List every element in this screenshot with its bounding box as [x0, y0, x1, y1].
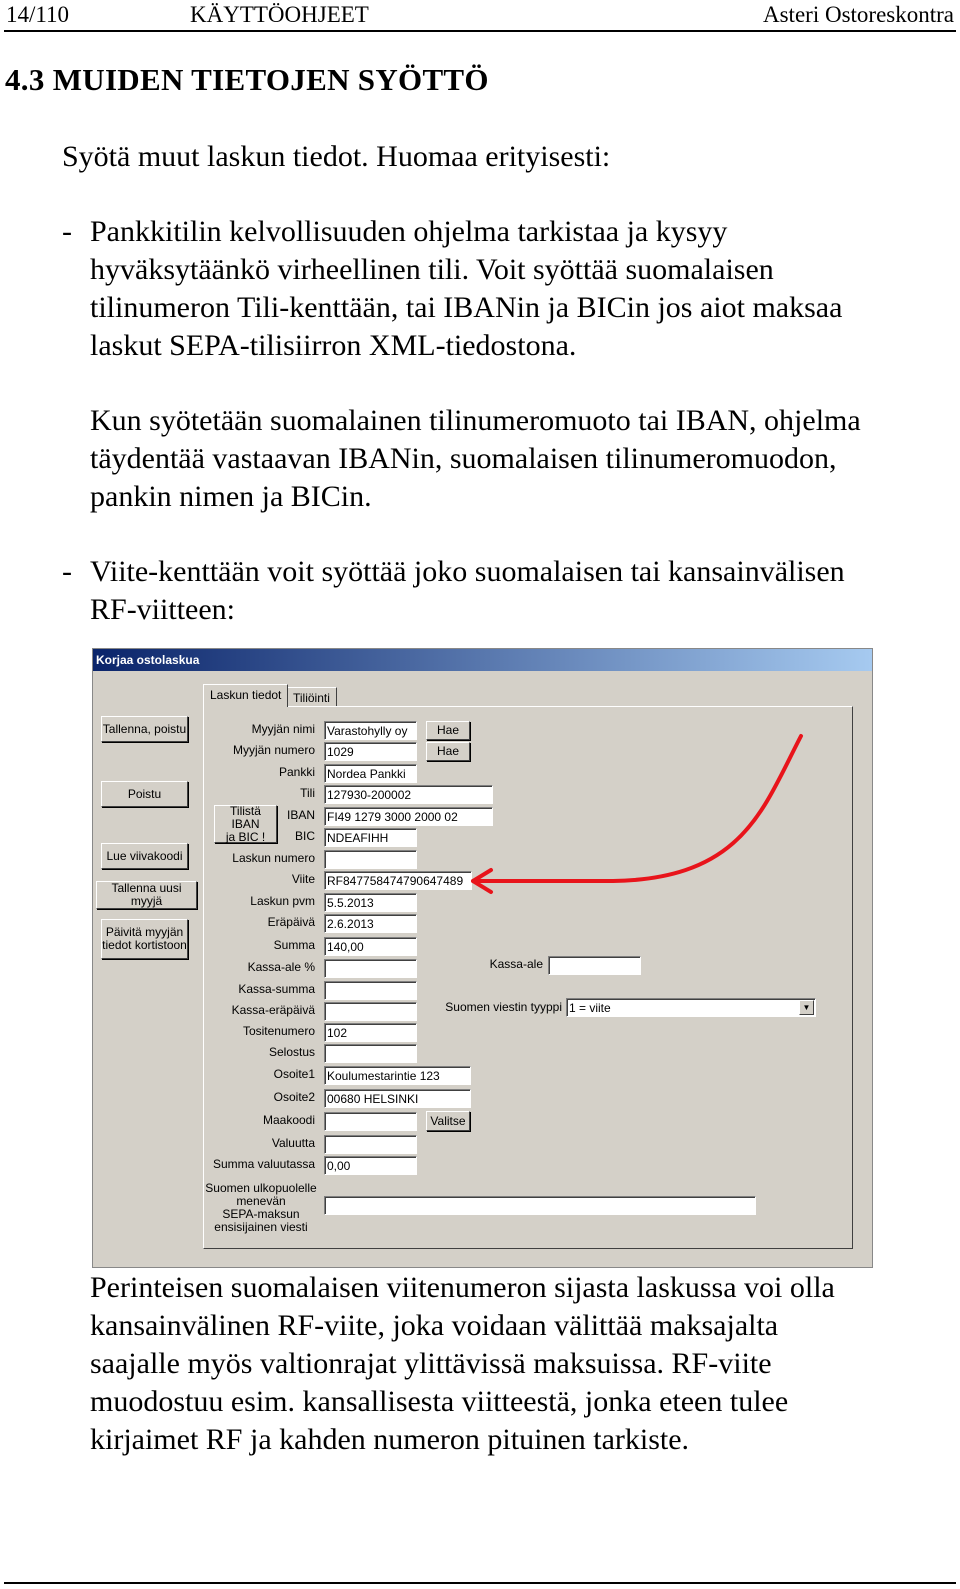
text-line: täydentää vastaavan IBANin, suomalaisen tilinumeromuodon, — [90, 442, 837, 475]
label-cash-discount-pct: Kassa-ale % — [247, 960, 315, 974]
document-title: KÄYTTÖOHJEET — [190, 2, 369, 27]
bic-field[interactable]: NDEAFIHH — [324, 828, 417, 847]
iban-from-account-button[interactable]: Tilistä IBAN ja BIC ! — [214, 805, 277, 843]
invoice-date-field[interactable]: 5.5.2013 — [324, 893, 417, 912]
label-vendor-number: Myyjän numero — [232, 743, 315, 757]
bullet1-text — [90, 213, 842, 365]
label-account: Tili — [300, 786, 315, 800]
footer-rule — [4, 1582, 956, 1584]
text-line: kirjaimet RF ja kahden numeron pituinen tarkiste. — [90, 1423, 690, 1456]
text-line: hyväksytäänkö virheellinen tili. Voit syöttää suomalaisen — [90, 253, 774, 286]
label-sepa-message: Suomen ulkopuolelle menevän SEPA-maksun ensisijainen viesti — [205, 1181, 317, 1234]
label-invoice-number: Laskun numero — [232, 851, 315, 865]
label-due-date: Eräpäivä — [267, 915, 315, 929]
label-cash-discount: Kassa-ale — [489, 957, 543, 971]
amount-field[interactable]: 140,00 — [324, 937, 417, 956]
bank-field[interactable]: Nordea Pankki — [324, 764, 417, 783]
window-titlebar: Korjaa ostolaskua — [93, 649, 872, 671]
label-cash-discount-amount: Kassa-summa — [238, 982, 315, 996]
label-country-code: Maakoodi — [262, 1113, 315, 1127]
text-line: saajalle myös valtionrajat ylittävissä maksuissa. RF-viite — [90, 1347, 772, 1380]
bullet2-dash: - — [62, 555, 72, 588]
label-address1: Osoite1 — [273, 1067, 315, 1081]
text-line: muodostuu esim. kansallisesta viitteestä, jonka eteen tulee — [90, 1385, 789, 1418]
product-name: Asteri Ostoreskontra — [763, 2, 954, 27]
account-field[interactable]: 127930-200002 — [324, 785, 493, 804]
save-exit-button[interactable]: Tallenna, poistu — [101, 716, 188, 742]
label-voucher-number: Tositenumero — [242, 1024, 315, 1038]
tab-accounting[interactable]: Tiliöinti — [286, 687, 337, 707]
search-vendor-number-button[interactable]: Hae — [426, 742, 470, 761]
exit-button[interactable]: Poistu — [101, 781, 188, 807]
text-line: pankin nimen ja BICin. — [90, 480, 372, 513]
bullet1-continuation — [90, 402, 861, 516]
search-vendor-name-button[interactable]: Hae — [426, 721, 470, 740]
label-invoice-date: Laskun pvm — [250, 894, 315, 908]
label-bank: Pankki — [278, 765, 315, 779]
section-title: 4.3 MUIDEN TIETOJEN SYÖTTÖ — [5, 62, 489, 97]
label-currency-amount: Summa valuutassa — [212, 1157, 315, 1171]
vendor-name-field[interactable]: Varastohylly oy — [324, 721, 417, 740]
select-country-button[interactable]: Valitse — [426, 1111, 470, 1131]
text-line: laskut SEPA-tilisiirron XML-tiedostona. — [90, 329, 577, 362]
text-line: Kun syötetään suomalainen tilinumeromuoto tai IBAN, ohjelma — [90, 404, 861, 437]
intro-text: Syötä muut laskun tiedot. Huomaa erityisesti: — [62, 140, 611, 173]
text-line: kansainvälinen RF-viite, joka voidaan välittää maksajalta — [90, 1309, 779, 1342]
label-message-type: Suomen viestin tyyppi — [445, 1000, 562, 1014]
text-line: Pankkitilin kelvollisuuden ohjelma tarkistaa ja kysyy — [90, 215, 728, 248]
text-line: Viite-kenttään voit syöttää joko suomalaisen tai kansainvälisen — [90, 555, 845, 588]
label-bic: BIC — [294, 829, 315, 843]
update-vendor-button[interactable]: Päivitä myyjän tiedot kortistoon — [101, 919, 188, 959]
text-line: RF-viitteen: — [90, 593, 235, 626]
voucher-number-field[interactable]: 102 — [324, 1023, 417, 1042]
page-number: 14/110 — [6, 2, 70, 27]
read-barcode-button[interactable]: Lue viivakoodi — [101, 843, 188, 869]
label-vendor-name: Myyjän nimi — [251, 722, 315, 736]
vendor-number-field[interactable]: 1029 — [324, 742, 417, 761]
text-line: tilinumeron Tili-kenttään, tai IBANin ja BICin jos aiot maksaa — [90, 291, 843, 324]
page-header — [4, 0, 956, 32]
text-line: Perinteisen suomalaisen viitenumeron sijasta laskussa voi olla — [90, 1271, 835, 1304]
due-date-field[interactable]: 2.6.2013 — [324, 914, 417, 933]
label-iban: IBAN — [286, 808, 315, 822]
bullet1-dash: - — [62, 215, 72, 248]
reference-field[interactable]: RF847758474790647489 — [324, 871, 472, 890]
chevron-down-icon[interactable]: ▼ — [799, 1000, 814, 1015]
invoice-edit-window — [92, 648, 873, 1268]
address2-field[interactable]: 00680 HELSINKI — [324, 1089, 471, 1108]
address1-field[interactable]: Koulumestarintie 123 — [324, 1066, 471, 1085]
label-address2: Osoite2 — [273, 1090, 315, 1104]
save-new-vendor-button[interactable]: Tallenna uusi myyjä — [96, 881, 197, 909]
tab-invoice-details[interactable]: Laskun tiedot — [203, 684, 288, 707]
label-reference: Viite — [291, 872, 315, 886]
label-amount: Summa — [273, 938, 315, 952]
message-type-value: 1 = viite — [569, 1001, 611, 1015]
outro-text — [90, 1269, 835, 1459]
currency-amount-field[interactable]: 0,00 — [324, 1156, 417, 1175]
iban-field[interactable]: FI49 1279 3000 2000 02 — [324, 807, 493, 826]
label-currency: Valuutta — [271, 1136, 315, 1150]
label-explanation: Selostus — [268, 1045, 315, 1059]
bullet2-text — [90, 553, 845, 629]
label-cash-discount-date: Kassa-eräpäivä — [231, 1003, 315, 1017]
red-arrow-annotation — [93, 649, 872, 1267]
